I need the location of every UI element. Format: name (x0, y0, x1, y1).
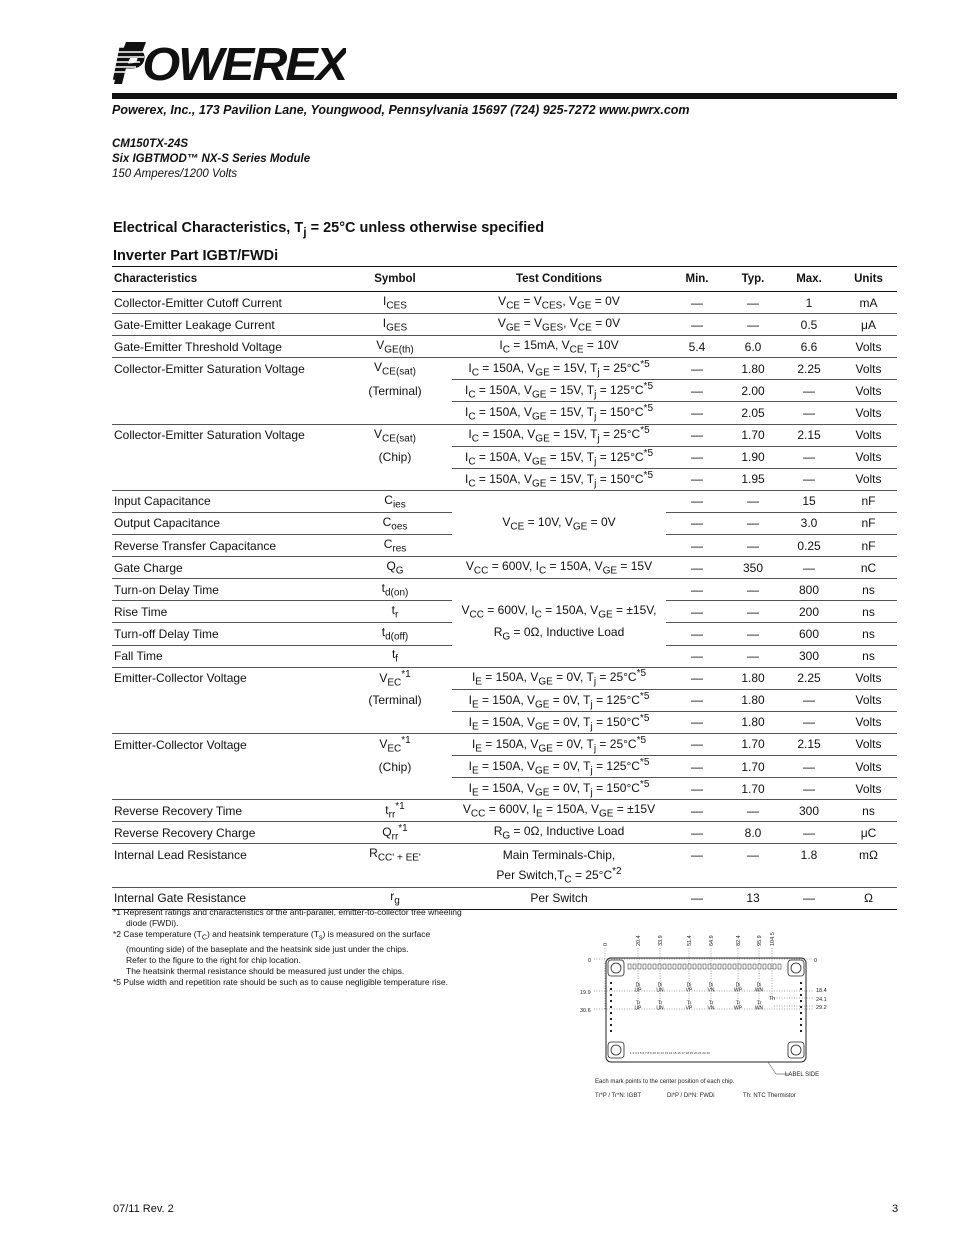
table-row: Output Capacitance $C_{oes}$ — — 3.0 nF (112, 512, 897, 534)
table-row: Collector-Emitter Saturation Voltage $V_{CE(sat)}$ $I_C = 150A$, $V_{GE} = 15V$, $T_j = 25^\circ C^{*5}$ — 1.80 2.25 Volts (112, 358, 897, 380)
table-row: Collector-Emitter Cutoff Current $I_{CES}$ $V_{CE} = V_{CES}$, $V_{GE} = 0V$ — — 1 mA (112, 292, 897, 314)
legend-igbt: Tr*P / Tr*N: IGBT (595, 1093, 642, 1099)
table-row: Input Capacitance $C_{ies}$ $V_{CE} = 10V$, $V_{GE} = 0V$ — — 15 nF (112, 490, 897, 512)
table-header-row (112, 267, 897, 292)
col-symbol: Symbol (338, 267, 452, 292)
mount-hole (608, 1042, 624, 1058)
top-tick: 20.4 (636, 935, 642, 946)
top-tick: 95.9 (757, 935, 763, 946)
table-row: Gate-Emitter Leakage Current $I_{GES}$ $V_{GE} = V_{GES}$, $V_{CE} = 0V$ — — 0.5 μA (112, 314, 897, 336)
mount-hole (611, 963, 621, 973)
footnote-2: *2 Case temperature $(T_C)$ and heatsink temperature $(T_s)$ is measured on the surface (mounting side) of the baseplate and the heatsink side just under the chips. Refer to the figure to the right for chip location. The heatsink thermal resistance should be measured just under the chips. (113, 929, 431, 976)
left-tick: 30.6 (580, 1008, 591, 1014)
col-typ: Typ. (728, 267, 778, 292)
footnote-5: *5 Pulse width and repetition rate should be such as to cause negligible temperature rise. (113, 976, 449, 987)
chip-label: Tr VN (707, 1000, 715, 1012)
top-tick: 51.4 (687, 935, 693, 946)
chip-label: Di WP (733, 982, 743, 994)
page-number: 3 (892, 1203, 899, 1215)
table-row: Reverse Recovery Time $t_{rr}^{*1}$ $V_{CC} = 600V$, $I_E = 150A$, $V_{GE} = \pm 15V$ — — 300 ns (112, 800, 897, 822)
table-row: Internal Lead Resistance $R_{CC' + EE'}$ Main Terminals-Chip, — — 1.8 mΩ (114, 846, 878, 864)
figure-caption: Each mark points to the center position of each chip. (595, 1079, 735, 1085)
col-min: Min. (666, 267, 728, 292)
table-row: Gate-Emitter Threshold Voltage $V_{GE(th)}$ $I_C = 15mA$, $V_{CE} = 10V$ 5.4 6.0 6.6 Volts (112, 336, 897, 358)
electrical-characteristics-table (112, 266, 897, 910)
table-row: Collector-Emitter Saturation Voltage $V_{CE(sat)}$ $I_C = 150A$, $V_{GE} = 15V$, $T_j = 25^\circ C^{*5}$ — 1.70 2.15 Volts (112, 424, 897, 446)
header-rule (112, 93, 897, 99)
table-row: Internal Gate Resistance $r_g$ Per Switch — 13 — Ω (112, 887, 897, 909)
chip-label: Tr UP (634, 1000, 642, 1012)
footnotes (113, 907, 513, 988)
col-test-conditions: Test Conditions (452, 267, 666, 292)
table-row: Reverse Transfer Capacitance $C_{res}$ — — 0.25 nF (112, 535, 897, 557)
chip-location-figure (578, 928, 838, 1103)
top-terminals (628, 964, 781, 969)
right-tick: 24.1 (816, 997, 827, 1003)
table-row: Gate Charge $Q_G$ $V_{CC} = 600V$, $I_C = 150A$, $V_{GE} = 15V$ — 350 — nC (112, 557, 897, 579)
chip-label: Di VN (707, 982, 715, 994)
legend-thermistor: Th: NTC Thermistor (743, 1093, 796, 1099)
table-row: Rise Time $t_r$ — — 200 ns (112, 601, 897, 623)
table-row: $I_C = 150A$, $V_{GE} = 15V$, $T_j = 150^\circ C^{*5}$ — 2.05 — Volts (112, 402, 897, 424)
col-max: Max. (778, 267, 840, 292)
rating: 150 Amperes/1200 Volts (112, 168, 238, 180)
chip-label: Tr WP (733, 1000, 743, 1012)
svg-text:1 2 3 4 5 6 7 8 9 10 11 12 13: 1 2 3 4 5 6 7 8 9 10 11 12 13 14 15 16 17 18 19 20 21 22 23 (630, 1051, 710, 1055)
left-tick: 19.9 (580, 990, 591, 996)
legend-fwdi: Di*P / Di*N: FWDi (667, 1093, 715, 1099)
left-zero: 0 (588, 958, 592, 964)
logo-text: POWEREX (112, 40, 346, 86)
table-row: Emitter-Collector Voltage $V_{EC}^{*1}$ $I_E = 150A$, $V_{GE} = 0V$, $T_j = 25^\circ C^{*5}$ — 1.80 2.25 Volts (112, 667, 897, 689)
table-row: $I_E = 150A$, $V_{GE} = 0V$, $T_j = 150^\circ C^{*5}$ — 1.70 — Volts (112, 778, 897, 800)
bottom-pin-numbers (630, 1051, 710, 1055)
top-tick: 104.5 (770, 932, 776, 946)
table-row: (Chip) $I_C = 150A$, $V_{GE} = 15V$, $T_j = 125^\circ C^{*5}$ — 1.90 — Volts (112, 446, 897, 468)
table-row: Turn-off Delay Time $t_{d(off)}$ — — 600 ns (112, 623, 897, 645)
chip-label: Tr VP (685, 1000, 693, 1012)
top-tick: 64.9 (709, 935, 715, 946)
revision: 07/11 Rev. 2 (113, 1203, 174, 1215)
table-row: Per $Switch,T_C = 25^\circ C^{*2}$ (112, 865, 897, 887)
col-units: Units (840, 267, 897, 292)
right-tick: 29.2 (816, 1005, 827, 1011)
mount-hole (611, 1045, 621, 1055)
table-row: Fall Time $t_f$ — — 300 ns (112, 645, 897, 667)
table-row: Emitter-Collector Voltage $V_{EC}^{*1}$ $I_E = 150A$, $V_{GE} = 0V$, $T_j = 25^\circ C^{*5}$ — 1.70 2.15 Volts (112, 733, 897, 755)
top-tick: 0 (603, 942, 609, 946)
col-characteristics: Characteristics (112, 267, 338, 292)
table-row: (Chip) $I_E = 150A$, $V_{GE} = 0V$, $T_j = 125^\circ C^{*5}$ — 1.70 — Volts (112, 755, 897, 777)
section-subtitle: Inverter Part IGBT/FWDi (113, 248, 279, 264)
model-block (112, 137, 310, 182)
chip-label: Di VP (685, 982, 693, 994)
table-row: $I_E = 150A$, $V_{GE} = 0V$, $T_j = 150^\circ C^{*5}$ — 1.80 — Volts (112, 711, 897, 733)
table-row: Reverse Recovery Charge $Q_{rr}^{*1}$ $R_G = 0\Omega$, Inductive Load — 8.0 — μC (112, 822, 897, 844)
right-zero: 0 (814, 958, 818, 964)
chip-label: Di UP (634, 982, 642, 994)
powerex-logo (112, 40, 346, 86)
right-tick: 18.4 (816, 988, 827, 994)
top-tick: 33.9 (658, 935, 664, 946)
top-tick: 82.4 (736, 935, 742, 946)
table-row: (Terminal) $I_C = 150A$, $V_{GE} = 15V$, $T_j = 125^\circ C^{*5}$ — 2.00 — Volts (112, 380, 897, 402)
mount-hole (791, 1045, 801, 1055)
part-number: CM150TX-24S (112, 138, 189, 150)
label-side: LABEL SIDE (785, 1072, 820, 1078)
thermistor-label: Th (769, 996, 775, 1002)
company-address: Powerex, Inc., 173 Pavilion Lane, Youngwood, Pennsylvania 15697 (724) 925-7272 www.pwrx.com (112, 103, 690, 117)
mount-hole (788, 1042, 804, 1058)
chip-label: Di UN (656, 982, 664, 994)
table-row: (Terminal) $I_E = 150A$, $V_{GE} = 0V$, $T_j = 125^\circ C^{*5}$ — 1.80 — Volts (112, 689, 897, 711)
table-row: $I_C = 150A$, $V_{GE} = 15V$, $T_j = 150^\circ C^{*5}$ — 1.95 — Volts (112, 468, 897, 490)
chip-label: Di WN (754, 982, 764, 994)
mount-hole (788, 960, 804, 976)
mount-hole (791, 963, 801, 973)
chip-label: Tr WN (754, 1000, 764, 1012)
table-row: Turn-on Delay Time $t_{d(on)}$ $V_{CC} = 600V$, $I_C = 150A$, $V_{GE} = \pm 15V$, $R_G = 0\Omega$, Inductive Load — — 800 ns (112, 579, 897, 601)
section-title: Electrical Characteristics, $T_j = 25^\circ C$ unless otherwise specified (113, 220, 545, 239)
chip-label: Tr UN (656, 1000, 664, 1012)
series-name: Six IGBTMOD™ NX-S Series Module (112, 153, 311, 165)
footnote-1: *1 Represent ratings and characteristics of the anti-parallel, emitter-to-collector free wheeling diode (FWDi). (113, 907, 462, 928)
mount-hole (608, 960, 624, 976)
